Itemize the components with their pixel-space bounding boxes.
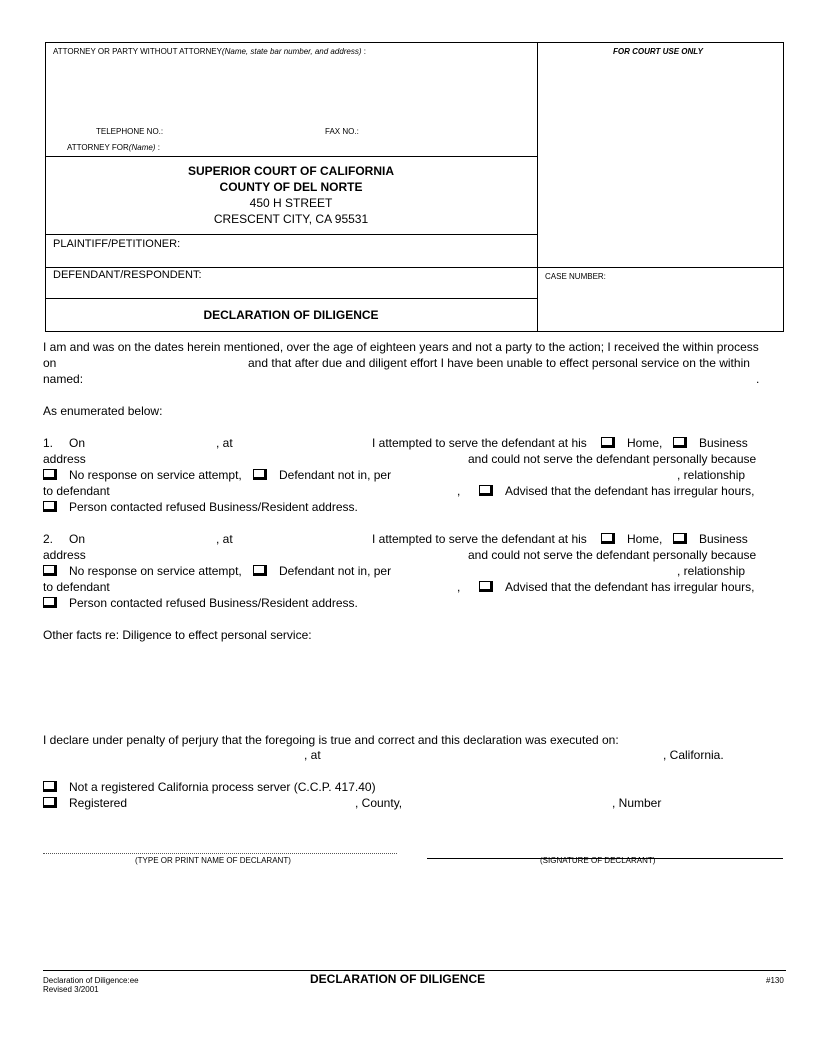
attempt-at: , at — [216, 532, 233, 546]
footer-title: DECLARATION OF DILIGENCE — [310, 972, 486, 986]
business-checkbox[interactable] — [673, 533, 687, 544]
signature-caption: (SIGNATURE OF DECLARANT) — [540, 856, 656, 865]
business-label: Business — [699, 436, 748, 450]
attempt-at: , at — [216, 436, 233, 450]
court-use-label: FOR COURT USE ONLY — [613, 47, 703, 56]
court-city: CRESCENT CITY, CA 95531 — [213, 212, 369, 226]
intro-line-2: and that after due and diligent effort I have been unable to effect personal service on the within — [248, 356, 750, 370]
not-registered-checkbox[interactable] — [43, 781, 57, 792]
refused-label: Person contacted refused Business/Resident address. — [69, 596, 358, 610]
to-defendant-label: to defendant — [43, 580, 110, 594]
refused-checkbox[interactable] — [43, 501, 57, 512]
telephone-label: TELEPHONE NO.: — [96, 127, 164, 136]
attempt-number: 1. — [43, 436, 54, 450]
no-response-label: No response on service attempt, — [69, 468, 242, 482]
home-label: Home, — [627, 532, 663, 546]
intro-on: on — [43, 356, 57, 370]
home-label: Home, — [627, 436, 663, 450]
could-not-label: and could not serve the defendant personally because — [468, 548, 757, 562]
relationship-label: , relationship — [677, 564, 746, 578]
registered-checkbox[interactable] — [43, 797, 57, 808]
address-label: address — [43, 452, 86, 466]
declare-line: I declare under penalty of perjury that the foregoing is true and correct and this declaration was executed on: — [43, 733, 619, 747]
refused-label: Person contacted refused Business/Resident address. — [69, 500, 358, 514]
attorney-label: ATTORNEY OR PARTY WITHOUT ATTORNEY(Name, state bar number, and address) : — [53, 47, 367, 56]
irregular-hours-checkbox[interactable] — [479, 581, 493, 592]
not-in-label: Defendant not in, per — [279, 468, 392, 482]
irregular-hours-label: Advised that the defendant has irregular hours, — [505, 580, 755, 594]
to-defendant-label: to defendant — [43, 484, 110, 498]
irregular-hours-checkbox[interactable] — [479, 485, 493, 496]
not-in-checkbox[interactable] — [253, 469, 267, 480]
home-checkbox[interactable] — [601, 533, 615, 544]
irregular-hours-label: Advised that the defendant has irregular hours, — [505, 484, 755, 498]
could-not-label: and could not serve the defendant personally because — [468, 452, 757, 466]
number-label: , Number — [612, 796, 662, 810]
declarant-name-caption: (TYPE OR PRINT NAME OF DECLARANT) — [135, 856, 291, 865]
county-label: , County, — [355, 796, 403, 810]
court-name: SUPERIOR COURT OF CALIFORNIA — [188, 164, 394, 178]
declare-california: , California. — [663, 748, 724, 762]
attempt-on: On — [69, 436, 86, 450]
defendant-label: DEFENDANT/RESPONDENT: — [53, 269, 202, 281]
court-street: 450 H STREET — [249, 196, 333, 210]
intro-named: named: — [43, 372, 84, 386]
footer-rule — [43, 970, 786, 971]
enumerated-label: As enumerated below: — [43, 404, 163, 418]
other-facts-label: Other facts re: Diligence to effect personal service: — [43, 628, 312, 642]
not-registered-label: Not a registered California process server (C.C.P. 417.40) — [69, 780, 376, 794]
relationship-label: , relationship — [677, 468, 746, 482]
footer-revised: Revised 3/2001 — [43, 985, 99, 994]
no-response-label: No response on service attempt, — [69, 564, 242, 578]
attempt-on: On — [69, 532, 86, 546]
attempt-text: I attempted to serve the defendant at his — [372, 532, 587, 546]
court-county: COUNTY OF DEL NORTE — [219, 180, 363, 194]
registered-label: Registered — [69, 796, 128, 810]
attempt-number: 2. — [43, 532, 54, 546]
plaintiff-label: PLAINTIFF/PETITIONER: — [53, 238, 181, 250]
refused-checkbox[interactable] — [43, 597, 57, 608]
business-label: Business — [699, 532, 748, 546]
home-checkbox[interactable] — [601, 437, 615, 448]
case-number-label: CASE NUMBER: — [545, 272, 606, 281]
attorney-for-label: ATTORNEY FOR(Name) : — [67, 143, 160, 152]
comma: , — [457, 484, 461, 498]
declare-at: , at — [304, 748, 321, 762]
footer-form-number: #130 — [766, 976, 784, 985]
not-in-checkbox[interactable] — [253, 565, 267, 576]
address-label: address — [43, 548, 86, 562]
footer-form-name: Declaration of Diligence:ee — [43, 976, 139, 985]
no-response-checkbox[interactable] — [43, 565, 57, 576]
declarant-name-line[interactable] — [43, 853, 397, 854]
form-title: DECLARATION OF DILIGENCE — [203, 308, 379, 322]
intro-period: . — [756, 372, 760, 386]
not-in-label: Defendant not in, per — [279, 564, 392, 578]
business-checkbox[interactable] — [673, 437, 687, 448]
fax-label: FAX NO.: — [325, 127, 359, 136]
intro-line-1: I am and was on the dates herein mentioned, over the age of eighteen years and not a party to the action; I received the within process — [43, 340, 759, 354]
comma: , — [457, 580, 461, 594]
no-response-checkbox[interactable] — [43, 469, 57, 480]
attempt-text: I attempted to serve the defendant at his — [372, 436, 587, 450]
